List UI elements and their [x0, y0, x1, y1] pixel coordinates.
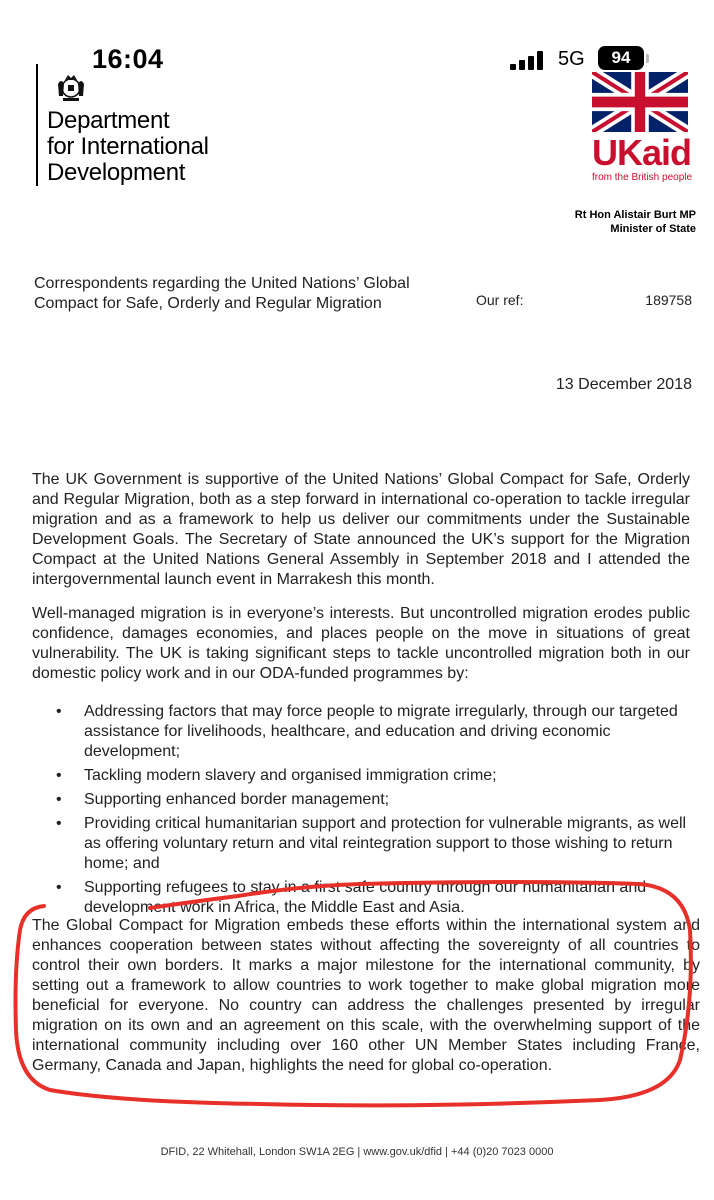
bullet-list [54, 702, 690, 922]
minister-name: Rt Hon Alistair Burt MP [574, 209, 696, 221]
letter-footer: DFID, 22 Whitehall, London SW1A 2EG | www.gov.uk/dfid | +44 (0)20 7023 0000 [160, 1146, 554, 1158]
reference-label: Our ref: [476, 292, 524, 308]
ukaid-uk: UK [592, 132, 642, 173]
list-item: • Addressing factors that may force people to migrate irregularly, through our targeted assistance for livelihoods, healthcare, and education and driving economic development; [54, 702, 690, 762]
department-line: for International [47, 133, 209, 160]
list-item: • Providing critical humanitarian support and protection for vulnerable migrants, as well as offering voluntary return and vital reintegration support to those wishing to return home; and [54, 814, 690, 874]
network-type: 5G [558, 48, 585, 70]
paragraph-1: The UK Government is supportive of the United Nations’ Global Compact for Safe, Orderly and Regular Migration, both as a step forward in international co-operation to tackle irregular migration and as a framework to help us deliver our commitments under the Sustainable Development Goals. The Secretary of State announced the UK’s support for the Migration Compact at the United Nations General Assembly in September 2018 and I attended the intergovernmental launch event in Marrakesh this month. [32, 471, 690, 588]
paragraph-2: Well-managed migration is in everyone’s interests. But uncontrolled migration erodes public confidence, damages economies, and places people on the move in situations of great vulnerability. The UK is taking significant steps to tackle uncontrolled migration both in our domestic policy work and in our ODA-funded programmes by: [32, 605, 690, 682]
battery-icon: 94 [598, 46, 644, 70]
minister-block [575, 208, 696, 236]
ukaid-wordmark [592, 134, 691, 172]
status-indicators [510, 46, 660, 72]
department-line: Development [47, 159, 186, 186]
letterhead-rule [36, 64, 38, 186]
reference-number: 189758 [645, 292, 692, 308]
battery-tip [646, 54, 649, 63]
list-item: • Tackling modern slavery and organised immigration crime; [54, 766, 690, 786]
cellular-signal-icon [510, 50, 546, 70]
union-jack-icon [592, 72, 688, 132]
department-line: Department [47, 107, 170, 134]
letter-date: 13 December 2018 [555, 376, 692, 393]
ukaid-tagline: from the British people [592, 172, 693, 183]
list-item: • Supporting enhanced border management; [54, 790, 690, 810]
department-name [47, 108, 209, 186]
status-time: 16:04 [92, 44, 164, 74]
royal-crest-icon [55, 70, 87, 104]
letter-subject: Correspondents regarding the United Nations’ Global Compact for Safe, Orderly and Regular Migration [34, 275, 410, 312]
minister-title: Minister of State [610, 223, 696, 235]
ukaid-aid: aid [642, 132, 692, 173]
list-item: • Supporting refugees to stay in a first safe country through our humanitarian and development work in Africa, the Middle East and Asia. [54, 878, 690, 918]
paragraph-3: The Global Compact for Migration embeds these efforts within the international system and enhances cooperation between states without affecting the sovereignty of all countries to control their own borders. It marks a major milestone for the international community, by setting out a framework to allow countries to work together to make global migration more beneficial for everyone. No country can address the challenges presented by irregular migration on its own and an agreement on this scale, with the overwhelming support of the international community including over 160 other UN Member States including France, Germany, Canada and Japan, highlights the need for global co-operation. [32, 917, 700, 1074]
